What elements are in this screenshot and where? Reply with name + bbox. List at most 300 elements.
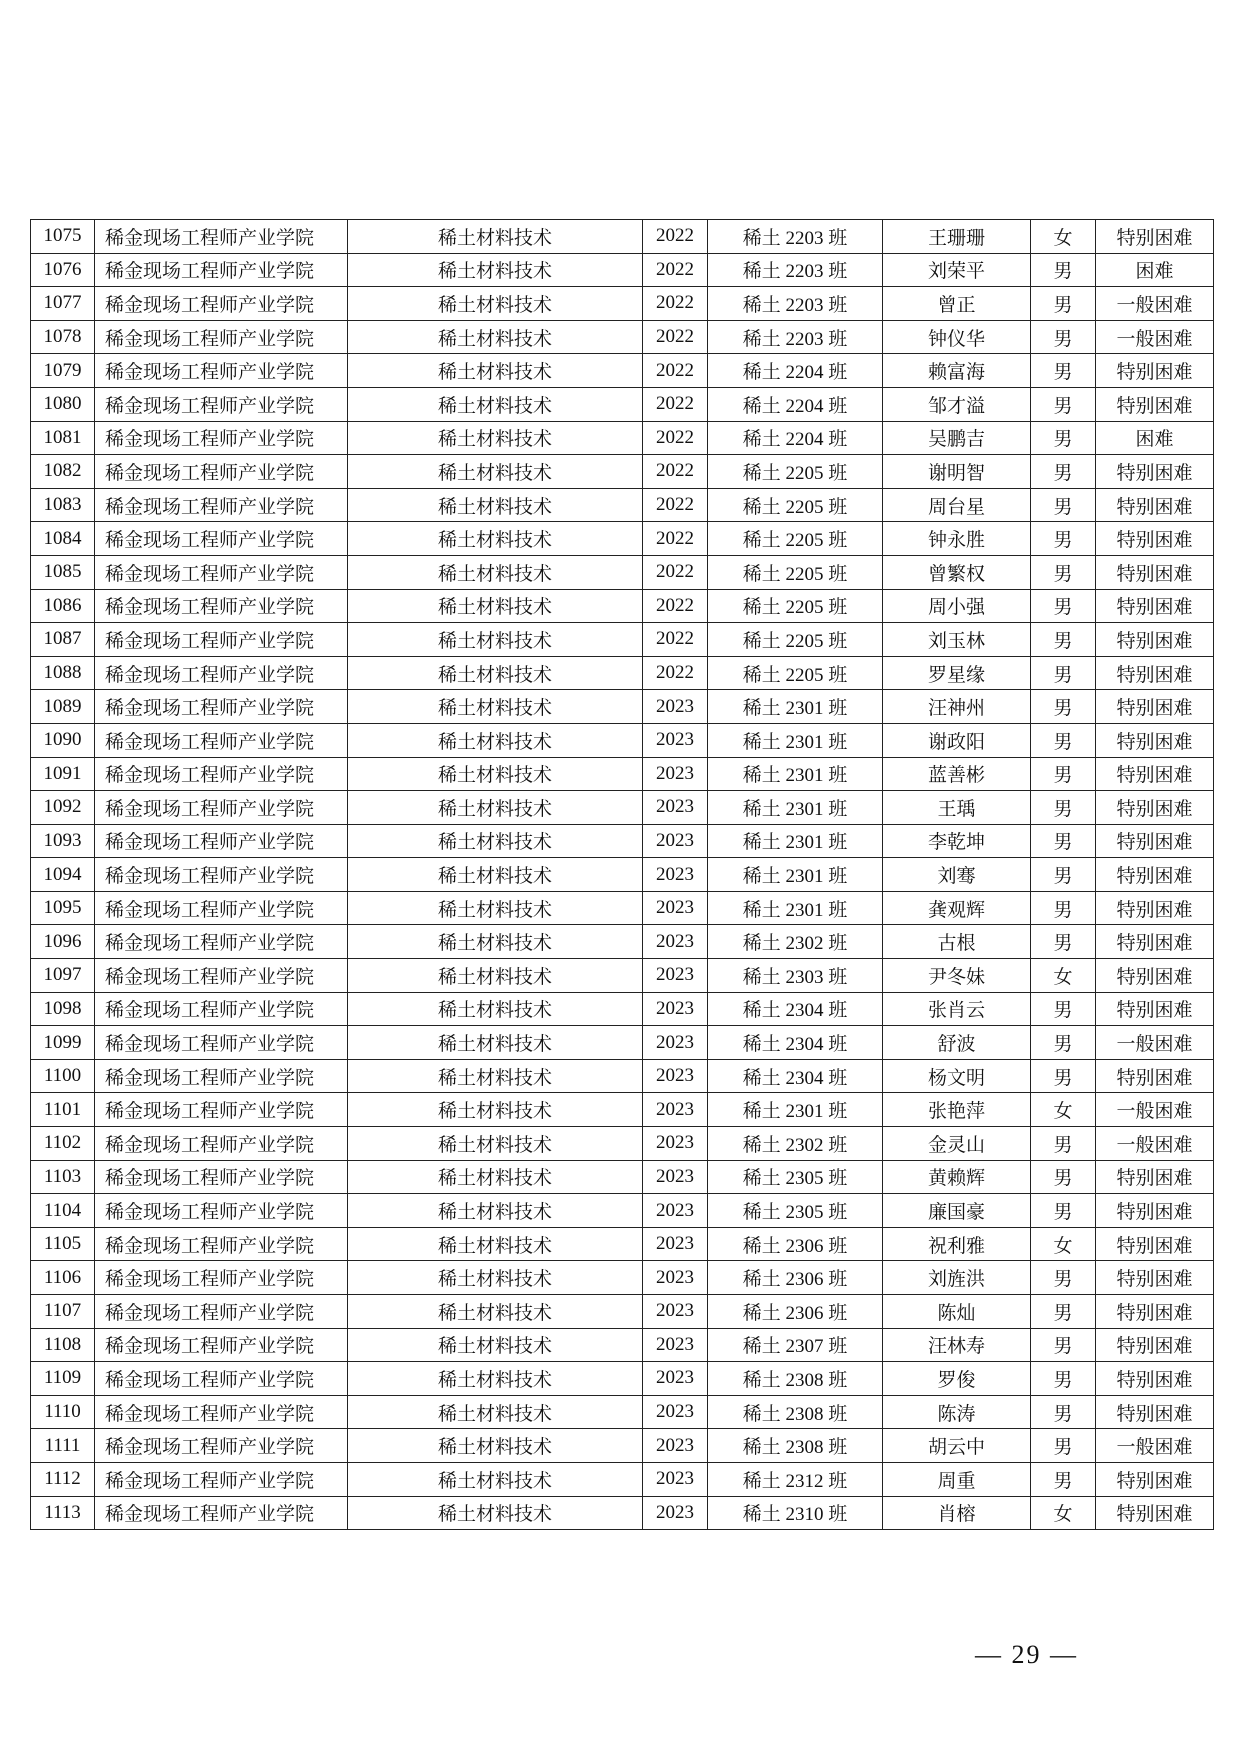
table-row — [31, 656, 1214, 690]
college-cell: 稀金现场工程师产业学院 — [95, 354, 348, 388]
name-cell: 曾正 — [883, 287, 1031, 321]
table-row — [31, 623, 1214, 657]
major-cell: 稀土材料技术 — [348, 723, 643, 757]
gender-cell: 男 — [1031, 1295, 1096, 1329]
gender-cell: 男 — [1031, 488, 1096, 522]
gender-cell: 女 — [1031, 959, 1096, 993]
aid-level-cell: 特别困难 — [1096, 589, 1214, 623]
college-cell: 稀金现场工程师产业学院 — [95, 488, 348, 522]
table-row — [31, 421, 1214, 455]
name-cell: 蓝善彬 — [883, 757, 1031, 791]
table-row — [31, 1395, 1214, 1429]
aid-level-cell: 特别困难 — [1096, 1059, 1214, 1093]
name-cell: 周小强 — [883, 589, 1031, 623]
name-cell: 陈涛 — [883, 1395, 1031, 1429]
aid-level-cell: 特别困难 — [1096, 858, 1214, 892]
college-cell: 稀金现场工程师产业学院 — [95, 1227, 348, 1261]
class-cell: 稀土 2304 班 — [708, 992, 883, 1026]
college-cell: 稀金现场工程师产业学院 — [95, 1362, 348, 1396]
row-number-cell: 1108 — [31, 1328, 95, 1362]
class-cell: 稀土 2303 班 — [708, 959, 883, 993]
college-cell: 稀金现场工程师产业学院 — [95, 656, 348, 690]
gender-cell: 男 — [1031, 455, 1096, 489]
row-number-cell: 1098 — [31, 992, 95, 1026]
row-number-cell: 1088 — [31, 656, 95, 690]
gender-cell: 男 — [1031, 992, 1096, 1026]
class-cell: 稀土 2306 班 — [708, 1227, 883, 1261]
major-cell: 稀土材料技术 — [348, 791, 643, 825]
name-cell: 舒波 — [883, 1026, 1031, 1060]
college-cell: 稀金现场工程师产业学院 — [95, 891, 348, 925]
row-number-cell: 1107 — [31, 1295, 95, 1329]
grade-cell: 2022 — [643, 387, 708, 421]
gender-cell: 男 — [1031, 1194, 1096, 1228]
grade-cell: 2022 — [643, 253, 708, 287]
major-cell: 稀土材料技术 — [348, 1059, 643, 1093]
gender-cell: 男 — [1031, 1026, 1096, 1060]
gender-cell: 男 — [1031, 1462, 1096, 1496]
grade-cell: 2023 — [643, 1059, 708, 1093]
table-row — [31, 1295, 1214, 1329]
table-row — [31, 690, 1214, 724]
name-cell: 古根 — [883, 925, 1031, 959]
college-cell: 稀金现场工程师产业学院 — [95, 253, 348, 287]
row-number-cell: 1097 — [31, 959, 95, 993]
row-number-cell: 1096 — [31, 925, 95, 959]
aid-level-cell: 一般困难 — [1096, 1093, 1214, 1127]
row-number-cell: 1090 — [31, 723, 95, 757]
college-cell: 稀金现场工程师产业学院 — [95, 1127, 348, 1161]
major-cell: 稀土材料技术 — [348, 220, 643, 254]
aid-level-cell: 特别困难 — [1096, 891, 1214, 925]
name-cell: 谢明智 — [883, 455, 1031, 489]
major-cell: 稀土材料技术 — [348, 656, 643, 690]
name-cell: 赖富海 — [883, 354, 1031, 388]
major-cell: 稀土材料技术 — [348, 421, 643, 455]
grade-cell: 2023 — [643, 1261, 708, 1295]
class-cell: 稀土 2305 班 — [708, 1160, 883, 1194]
class-cell: 稀土 2305 班 — [708, 1194, 883, 1228]
table-row — [31, 320, 1214, 354]
name-cell: 张艳萍 — [883, 1093, 1031, 1127]
grade-cell: 2023 — [643, 1026, 708, 1060]
aid-level-cell: 特别困难 — [1096, 1462, 1214, 1496]
gender-cell: 男 — [1031, 354, 1096, 388]
class-cell: 稀土 2204 班 — [708, 354, 883, 388]
aid-level-cell: 特别困难 — [1096, 1496, 1214, 1530]
grade-cell: 2022 — [643, 320, 708, 354]
grade-cell: 2022 — [643, 656, 708, 690]
class-cell: 稀土 2301 班 — [708, 824, 883, 858]
table-row — [31, 488, 1214, 522]
name-cell: 尹冬妹 — [883, 959, 1031, 993]
row-number-cell: 1112 — [31, 1462, 95, 1496]
row-number-cell: 1082 — [31, 455, 95, 489]
row-number-cell: 1101 — [31, 1093, 95, 1127]
gender-cell: 男 — [1031, 387, 1096, 421]
class-cell: 稀土 2205 班 — [708, 555, 883, 589]
row-number-cell: 1102 — [31, 1127, 95, 1161]
table-row — [31, 1093, 1214, 1127]
row-number-cell: 1086 — [31, 589, 95, 623]
aid-level-cell: 特别困难 — [1096, 455, 1214, 489]
aid-level-cell: 特别困难 — [1096, 522, 1214, 556]
gender-cell: 男 — [1031, 858, 1096, 892]
table-row — [31, 1059, 1214, 1093]
row-number-cell: 1089 — [31, 690, 95, 724]
aid-level-cell: 特别困难 — [1096, 690, 1214, 724]
major-cell: 稀土材料技术 — [348, 858, 643, 892]
college-cell: 稀金现场工程师产业学院 — [95, 1093, 348, 1127]
class-cell: 稀土 2301 班 — [708, 690, 883, 724]
name-cell: 曾繁权 — [883, 555, 1031, 589]
major-cell: 稀土材料技术 — [348, 1026, 643, 1060]
class-cell: 稀土 2308 班 — [708, 1395, 883, 1429]
grade-cell: 2023 — [643, 690, 708, 724]
aid-level-cell: 一般困难 — [1096, 287, 1214, 321]
table-row — [31, 1496, 1214, 1530]
table-row — [31, 1462, 1214, 1496]
grade-cell: 2022 — [643, 522, 708, 556]
college-cell: 稀金现场工程师产业学院 — [95, 1496, 348, 1530]
major-cell: 稀土材料技术 — [348, 555, 643, 589]
name-cell: 罗俊 — [883, 1362, 1031, 1396]
aid-level-cell: 特别困难 — [1096, 723, 1214, 757]
aid-level-cell: 特别困难 — [1096, 1295, 1214, 1329]
grade-cell: 2023 — [643, 1496, 708, 1530]
grade-cell: 2022 — [643, 488, 708, 522]
grade-cell: 2023 — [643, 723, 708, 757]
major-cell: 稀土材料技术 — [348, 757, 643, 791]
grade-cell: 2023 — [643, 1227, 708, 1261]
major-cell: 稀土材料技术 — [348, 959, 643, 993]
grade-cell: 2022 — [643, 287, 708, 321]
gender-cell: 男 — [1031, 589, 1096, 623]
name-cell: 周台星 — [883, 488, 1031, 522]
gender-cell: 男 — [1031, 891, 1096, 925]
class-cell: 稀土 2203 班 — [708, 287, 883, 321]
major-cell: 稀土材料技术 — [348, 1127, 643, 1161]
college-cell: 稀金现场工程师产业学院 — [95, 925, 348, 959]
table-row — [31, 1261, 1214, 1295]
aid-level-cell: 特别困难 — [1096, 488, 1214, 522]
class-cell: 稀土 2306 班 — [708, 1295, 883, 1329]
major-cell: 稀土材料技术 — [348, 522, 643, 556]
college-cell: 稀金现场工程师产业学院 — [95, 623, 348, 657]
table-row — [31, 757, 1214, 791]
aid-level-cell: 特别困难 — [1096, 220, 1214, 254]
college-cell: 稀金现场工程师产业学院 — [95, 220, 348, 254]
gender-cell: 男 — [1031, 320, 1096, 354]
college-cell: 稀金现场工程师产业学院 — [95, 1295, 348, 1329]
grade-cell: 2023 — [643, 1127, 708, 1161]
gender-cell: 男 — [1031, 1328, 1096, 1362]
class-cell: 稀土 2301 班 — [708, 757, 883, 791]
grade-cell: 2023 — [643, 992, 708, 1026]
table-row — [31, 1160, 1214, 1194]
table-row — [31, 1026, 1214, 1060]
table-row — [31, 992, 1214, 1026]
major-cell: 稀土材料技术 — [348, 925, 643, 959]
table-row — [31, 925, 1214, 959]
name-cell: 王瑀 — [883, 791, 1031, 825]
grade-cell: 2023 — [643, 1362, 708, 1396]
name-cell: 刘玉林 — [883, 623, 1031, 657]
aid-level-cell: 困难 — [1096, 421, 1214, 455]
class-cell: 稀土 2205 班 — [708, 455, 883, 489]
row-number-cell: 1109 — [31, 1362, 95, 1396]
aid-level-cell: 特别困难 — [1096, 1160, 1214, 1194]
name-cell: 谢政阳 — [883, 723, 1031, 757]
table-row — [31, 455, 1214, 489]
class-cell: 稀土 2302 班 — [708, 925, 883, 959]
grade-cell: 2022 — [643, 421, 708, 455]
aid-level-cell: 特别困难 — [1096, 925, 1214, 959]
major-cell: 稀土材料技术 — [348, 690, 643, 724]
grade-cell: 2022 — [643, 555, 708, 589]
row-number-cell: 1105 — [31, 1227, 95, 1261]
name-cell: 王珊珊 — [883, 220, 1031, 254]
college-cell: 稀金现场工程师产业学院 — [95, 1059, 348, 1093]
row-number-cell: 1110 — [31, 1395, 95, 1429]
class-cell: 稀土 2306 班 — [708, 1261, 883, 1295]
class-cell: 稀土 2312 班 — [708, 1462, 883, 1496]
major-cell: 稀土材料技术 — [348, 891, 643, 925]
name-cell: 汪林寿 — [883, 1328, 1031, 1362]
grade-cell: 2023 — [643, 1429, 708, 1463]
row-number-cell: 1113 — [31, 1496, 95, 1530]
gender-cell: 男 — [1031, 522, 1096, 556]
name-cell: 刘旌洪 — [883, 1261, 1031, 1295]
table-body — [31, 220, 1214, 1530]
grade-cell: 2022 — [643, 623, 708, 657]
table-row — [31, 589, 1214, 623]
gender-cell: 男 — [1031, 1395, 1096, 1429]
grade-cell: 2023 — [643, 824, 708, 858]
row-number-cell: 1103 — [31, 1160, 95, 1194]
name-cell: 钟仪华 — [883, 320, 1031, 354]
class-cell: 稀土 2310 班 — [708, 1496, 883, 1530]
college-cell: 稀金现场工程师产业学院 — [95, 522, 348, 556]
aid-level-cell: 特别困难 — [1096, 824, 1214, 858]
major-cell: 稀土材料技术 — [348, 1462, 643, 1496]
grade-cell: 2023 — [643, 1395, 708, 1429]
college-cell: 稀金现场工程师产业学院 — [95, 287, 348, 321]
college-cell: 稀金现场工程师产业学院 — [95, 1261, 348, 1295]
name-cell: 刘骞 — [883, 858, 1031, 892]
major-cell: 稀土材料技术 — [348, 1328, 643, 1362]
grade-cell: 2023 — [643, 959, 708, 993]
table-row — [31, 858, 1214, 892]
table-row — [31, 354, 1214, 388]
student-aid-table — [30, 219, 1214, 1530]
name-cell: 金灵山 — [883, 1127, 1031, 1161]
college-cell: 稀金现场工程师产业学院 — [95, 1194, 348, 1228]
gender-cell: 男 — [1031, 555, 1096, 589]
row-number-cell: 1100 — [31, 1059, 95, 1093]
row-number-cell: 1094 — [31, 858, 95, 892]
major-cell: 稀土材料技术 — [348, 1261, 643, 1295]
college-cell: 稀金现场工程师产业学院 — [95, 589, 348, 623]
table-row — [31, 1328, 1214, 1362]
gender-cell: 男 — [1031, 656, 1096, 690]
gender-cell: 男 — [1031, 1429, 1096, 1463]
class-cell: 稀土 2307 班 — [708, 1328, 883, 1362]
table-row — [31, 387, 1214, 421]
college-cell: 稀金现场工程师产业学院 — [95, 421, 348, 455]
college-cell: 稀金现场工程师产业学院 — [95, 387, 348, 421]
grade-cell: 2023 — [643, 891, 708, 925]
college-cell: 稀金现场工程师产业学院 — [95, 959, 348, 993]
grade-cell: 2023 — [643, 925, 708, 959]
name-cell: 李乾坤 — [883, 824, 1031, 858]
name-cell: 罗星缘 — [883, 656, 1031, 690]
name-cell: 周重 — [883, 1462, 1031, 1496]
name-cell: 张肖云 — [883, 992, 1031, 1026]
name-cell: 邹才溢 — [883, 387, 1031, 421]
major-cell: 稀土材料技术 — [348, 1496, 643, 1530]
name-cell: 刘荣平 — [883, 253, 1031, 287]
name-cell: 龚观辉 — [883, 891, 1031, 925]
college-cell: 稀金现场工程师产业学院 — [95, 320, 348, 354]
gender-cell: 男 — [1031, 757, 1096, 791]
class-cell: 稀土 2205 班 — [708, 656, 883, 690]
grade-cell: 2023 — [643, 1328, 708, 1362]
name-cell: 陈灿 — [883, 1295, 1031, 1329]
aid-level-cell: 一般困难 — [1096, 1429, 1214, 1463]
row-number-cell: 1076 — [31, 253, 95, 287]
aid-level-cell: 特别困难 — [1096, 1362, 1214, 1396]
major-cell: 稀土材料技术 — [348, 488, 643, 522]
name-cell: 吴鹏吉 — [883, 421, 1031, 455]
major-cell: 稀土材料技术 — [348, 1160, 643, 1194]
grade-cell: 2023 — [643, 858, 708, 892]
grade-cell: 2023 — [643, 1194, 708, 1228]
aid-level-cell: 一般困难 — [1096, 320, 1214, 354]
name-cell: 杨文明 — [883, 1059, 1031, 1093]
class-cell: 稀土 2301 班 — [708, 858, 883, 892]
gender-cell: 男 — [1031, 1059, 1096, 1093]
college-cell: 稀金现场工程师产业学院 — [95, 1429, 348, 1463]
grade-cell: 2022 — [643, 354, 708, 388]
name-cell: 黄赖辉 — [883, 1160, 1031, 1194]
major-cell: 稀土材料技术 — [348, 1429, 643, 1463]
class-cell: 稀土 2301 班 — [708, 1093, 883, 1127]
aid-level-cell: 特别困难 — [1096, 555, 1214, 589]
row-number-cell: 1099 — [31, 1026, 95, 1060]
grade-cell: 2023 — [643, 791, 708, 825]
row-number-cell: 1092 — [31, 791, 95, 825]
grade-cell: 2023 — [643, 1160, 708, 1194]
college-cell: 稀金现场工程师产业学院 — [95, 992, 348, 1026]
aid-level-cell: 特别困难 — [1096, 1194, 1214, 1228]
major-cell: 稀土材料技术 — [348, 287, 643, 321]
row-number-cell: 1084 — [31, 522, 95, 556]
aid-level-cell: 特别困难 — [1096, 656, 1214, 690]
table-row — [31, 522, 1214, 556]
grade-cell: 2022 — [643, 220, 708, 254]
gender-cell: 男 — [1031, 1261, 1096, 1295]
class-cell: 稀土 2205 班 — [708, 522, 883, 556]
class-cell: 稀土 2203 班 — [708, 320, 883, 354]
gender-cell: 男 — [1031, 623, 1096, 657]
name-cell: 胡云中 — [883, 1429, 1031, 1463]
gender-cell: 女 — [1031, 1093, 1096, 1127]
major-cell: 稀土材料技术 — [348, 824, 643, 858]
class-cell: 稀土 2302 班 — [708, 1127, 883, 1161]
college-cell: 稀金现场工程师产业学院 — [95, 1160, 348, 1194]
grade-cell: 2023 — [643, 757, 708, 791]
row-number-cell: 1106 — [31, 1261, 95, 1295]
aid-level-cell: 特别困难 — [1096, 623, 1214, 657]
table-row — [31, 220, 1214, 254]
aid-level-cell: 特别困难 — [1096, 1395, 1214, 1429]
name-cell: 汪神州 — [883, 690, 1031, 724]
gender-cell: 男 — [1031, 791, 1096, 825]
table-row — [31, 723, 1214, 757]
table-row — [31, 1429, 1214, 1463]
row-number-cell: 1077 — [31, 287, 95, 321]
grade-cell: 2022 — [643, 589, 708, 623]
college-cell: 稀金现场工程师产业学院 — [95, 824, 348, 858]
name-cell: 廉国豪 — [883, 1194, 1031, 1228]
college-cell: 稀金现场工程师产业学院 — [95, 1026, 348, 1060]
table-row — [31, 555, 1214, 589]
aid-level-cell: 特别困难 — [1096, 1261, 1214, 1295]
aid-level-cell: 特别困难 — [1096, 757, 1214, 791]
class-cell: 稀土 2301 班 — [708, 723, 883, 757]
name-cell: 钟永胜 — [883, 522, 1031, 556]
major-cell: 稀土材料技术 — [348, 253, 643, 287]
table-row — [31, 287, 1214, 321]
row-number-cell: 1079 — [31, 354, 95, 388]
gender-cell: 男 — [1031, 690, 1096, 724]
gender-cell: 男 — [1031, 824, 1096, 858]
college-cell: 稀金现场工程师产业学院 — [95, 858, 348, 892]
major-cell: 稀土材料技术 — [348, 1093, 643, 1127]
major-cell: 稀土材料技术 — [348, 387, 643, 421]
aid-level-cell: 特别困难 — [1096, 387, 1214, 421]
class-cell: 稀土 2205 班 — [708, 589, 883, 623]
grade-cell: 2023 — [643, 1462, 708, 1496]
gender-cell: 男 — [1031, 1160, 1096, 1194]
major-cell: 稀土材料技术 — [348, 354, 643, 388]
college-cell: 稀金现场工程师产业学院 — [95, 455, 348, 489]
gender-cell: 男 — [1031, 925, 1096, 959]
major-cell: 稀土材料技术 — [348, 1362, 643, 1396]
major-cell: 稀土材料技术 — [348, 1395, 643, 1429]
grade-cell: 2023 — [643, 1093, 708, 1127]
college-cell: 稀金现场工程师产业学院 — [95, 757, 348, 791]
row-number-cell: 1083 — [31, 488, 95, 522]
aid-level-cell: 特别困难 — [1096, 791, 1214, 825]
class-cell: 稀土 2304 班 — [708, 1059, 883, 1093]
aid-level-cell: 特别困难 — [1096, 959, 1214, 993]
major-cell: 稀土材料技术 — [348, 1227, 643, 1261]
class-cell: 稀土 2308 班 — [708, 1362, 883, 1396]
gender-cell: 女 — [1031, 220, 1096, 254]
table-row — [31, 891, 1214, 925]
aid-level-cell: 一般困难 — [1096, 1026, 1214, 1060]
table-row — [31, 824, 1214, 858]
table-row — [31, 1127, 1214, 1161]
table-row — [31, 791, 1214, 825]
row-number-cell: 1081 — [31, 421, 95, 455]
name-cell: 肖榕 — [883, 1496, 1031, 1530]
major-cell: 稀土材料技术 — [348, 1295, 643, 1329]
gender-cell: 男 — [1031, 723, 1096, 757]
class-cell: 稀土 2308 班 — [708, 1429, 883, 1463]
